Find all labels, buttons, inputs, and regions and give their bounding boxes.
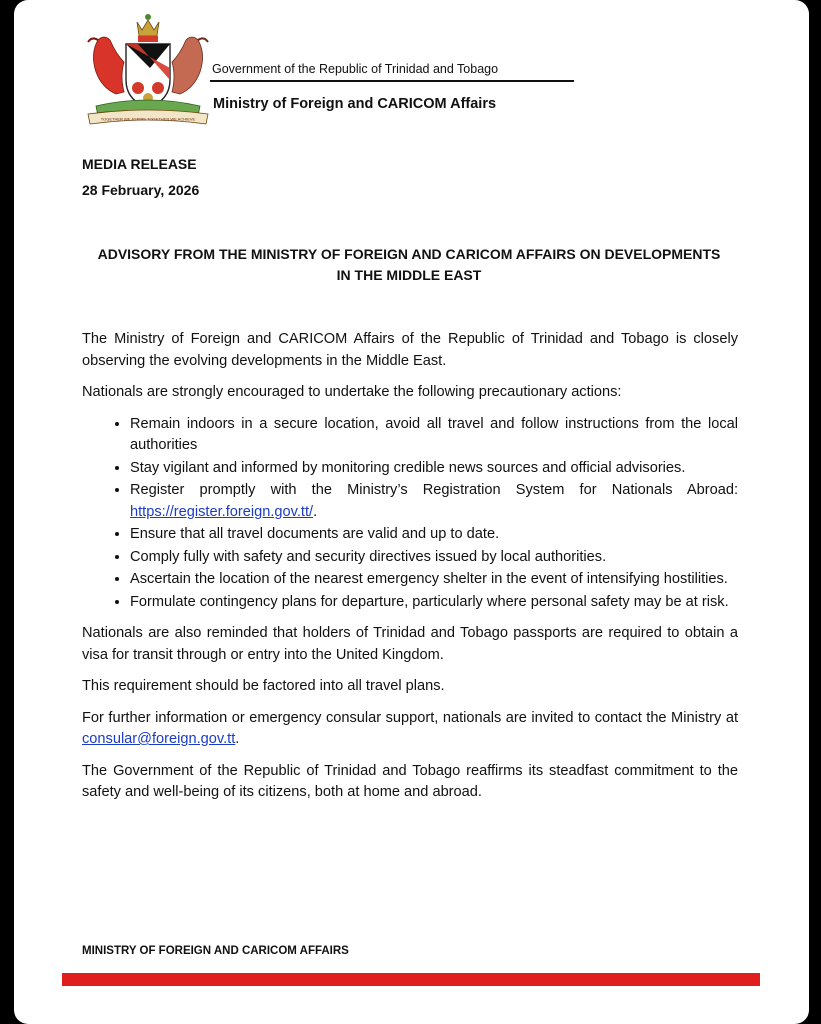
encourage-paragraph: Nationals are strongly encouraged to undertake the following precautionary actions: xyxy=(82,384,622,400)
list-item: • Formulate contingency plans for departure, particularly where personal safety may be at risk. xyxy=(130,592,738,614)
list-item: • Remain indoors in a secure location, avoid all travel and follow instructions from the local authorities xyxy=(130,414,738,457)
list-item: • Comply fully with safety and security directives issued by local authorities. xyxy=(130,547,738,569)
closing-paragraph: The Government of the Republic of Trinidad and Tobago reaffirms its steadfast commitment to the safety and well-being of its citizens, both at home and abroad. xyxy=(82,762,738,800)
release-date: 28 February, 2026 xyxy=(82,182,200,198)
list-item: • Register promptly with the Ministry’s Registration System for Nationals Abroad: https://register.foreign.gov.tt/. xyxy=(130,480,738,523)
document-title: ADVISORY FROM THE MINISTRY OF FOREIGN AND CARICOM AFFAIRS ON DEVELOPMENTS IN THE MIDDLE EAST xyxy=(97,246,721,283)
release-type: MEDIA RELEASE xyxy=(82,156,197,172)
register-link[interactable]: https://register.foreign.gov.tt/ xyxy=(130,503,314,520)
contact-paragraph: For further information or emergency consular support, nationals are invited to contact the Ministry at consular@foreign.gov.tt. xyxy=(82,709,738,747)
footer-red-bar xyxy=(62,973,760,986)
crest-motto: TOGETHER WE ASPIRE TOGETHER WE ACHIEVE xyxy=(100,116,196,122)
list-item-text: Register promptly with the Ministry’s Registration System for Nationals Abroad: xyxy=(130,482,738,498)
list-item: • Ascertain the location of the nearest emergency shelter in the event of intensifying hostilities. xyxy=(130,569,738,591)
footer-ministry-label: MINISTRY OF FOREIGN AND CARICOM AFFAIRS xyxy=(82,945,349,957)
requirement-paragraph: This requirement should be factored into all travel plans. xyxy=(82,678,445,694)
list-item: • Stay vigilant and informed by monitoring credible news sources and official advisories. xyxy=(130,458,738,480)
document-page xyxy=(14,0,809,1024)
contact-text: For further information or emergency consular support, nationals are invited to contact the Ministry at xyxy=(82,709,738,726)
precaution-list xyxy=(82,414,738,614)
document-body xyxy=(82,329,738,814)
ministry-name: Ministry of Foreign and CARICOM Affairs xyxy=(213,96,497,112)
visa-paragraph: Nationals are also reminded that holders of Trinidad and Tobago passports are required to obtain a visa for transit through or entry into the United Kingdom. xyxy=(82,625,738,663)
government-line: Government of the Republic of Trinidad and Tobago xyxy=(212,62,499,76)
consular-email-link[interactable]: consular@foreign.gov.tt xyxy=(82,731,236,747)
intro-paragraph: The Ministry of Foreign and CARICOM Affairs of the Republic of Trinidad and Tobago is closely observing the evolving developments in the Middle East. xyxy=(82,331,738,369)
list-item: • Ensure that all travel documents are valid and up to date. xyxy=(130,524,738,546)
header-divider xyxy=(210,80,574,82)
coat-of-arms-logo xyxy=(80,10,216,130)
